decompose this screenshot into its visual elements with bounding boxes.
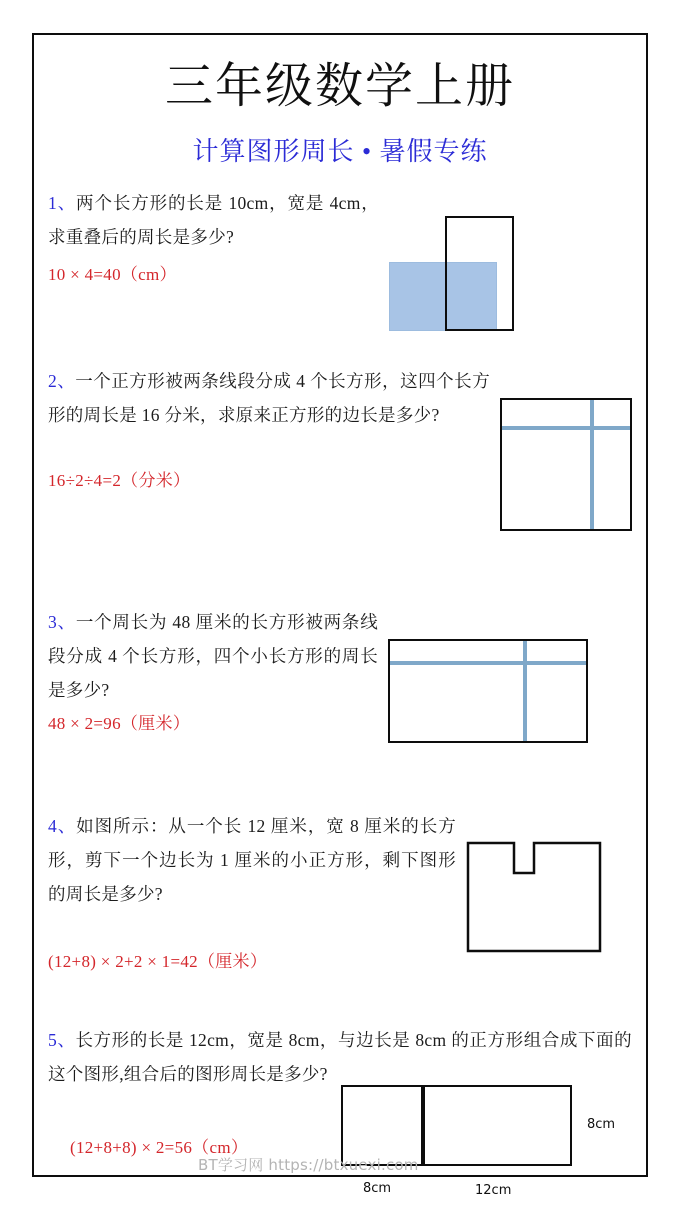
question-1-number: 1、 (48, 193, 77, 213)
question-5-body: 长方形的长是 12cm，宽是 8cm，与边长是 8cm 的正方形组合成下面的这个图形,组合后的图形周长是多少? (48, 1030, 632, 1084)
rectangle-width-dimension-label: 12cm (475, 1183, 512, 1198)
question-2-answer: 16÷2÷4=2（分米） (48, 471, 191, 490)
vertical-divider-line (590, 400, 594, 529)
question-block-1 (34, 186, 646, 336)
question-3-answer: 48 × 2=96（厘米） (48, 714, 191, 733)
question-block-4 (34, 809, 646, 1007)
square-width-dimension-label: 8cm (363, 1181, 392, 1196)
question-4-number: 4、 (48, 816, 77, 836)
notched-rectangle-shape (466, 841, 602, 953)
question-1-body: 两个长方形的长是 10cm，宽是 4cm，求重叠后的周长是多少? (48, 193, 379, 247)
question-2-body: 一个正方形被两条线段分成 4 个长方形，这四个长方形的周长是 16 分米，求原来正方形的边长是多少? (48, 371, 490, 425)
question-4-answer: (12+8) × 2+2 × 1=42（厘米） (48, 952, 268, 971)
worksheet-page (32, 33, 648, 1177)
question-block-2 (34, 364, 646, 579)
question-5-answer: (12+8+8) × 2=56（cm） (70, 1138, 249, 1157)
page-subtitle: 计算图形周长 • 暑假专练 (192, 137, 488, 166)
question-3-body: 一个周长为 48 厘米的长方形被两条线段分成 4 个长方形，四个小长方形的周长是多少? (48, 612, 378, 700)
horizontal-divider-line (502, 426, 630, 430)
horizontal-divider-line (390, 661, 586, 665)
height-dimension-label: 8cm (587, 1117, 616, 1132)
question-5-text (48, 1023, 632, 1091)
figure-question-4 (466, 841, 602, 953)
question-3-number: 3、 (48, 612, 76, 632)
page-title: 三年级数学上册 (164, 60, 515, 113)
site-watermark: BT学习网 https://btxuexi.com (198, 1156, 419, 1174)
question-1-text (48, 186, 632, 254)
question-5-number: 5、 (48, 1030, 76, 1050)
figure-question-2 (500, 398, 632, 531)
square-rectangle-divider-line (421, 1085, 425, 1166)
black-rectangle-shape (445, 216, 514, 331)
figure-question-3 (388, 639, 588, 743)
vertical-divider-line (523, 641, 527, 741)
question-4-body: 如图所示：从一个长 12 厘米，宽 8 厘米的长方形，剪下一个边长为 1 厘米的小正方形，剩下图形的周长是多少? (48, 816, 457, 904)
question-block-3 (34, 605, 646, 785)
rectangle-outline-shape (388, 639, 588, 743)
square-outline-shape (500, 398, 632, 531)
figure-question-1 (389, 216, 514, 331)
question-1-answer: 10 × 4=40（cm） (48, 265, 177, 284)
question-2-number: 2、 (48, 371, 76, 391)
